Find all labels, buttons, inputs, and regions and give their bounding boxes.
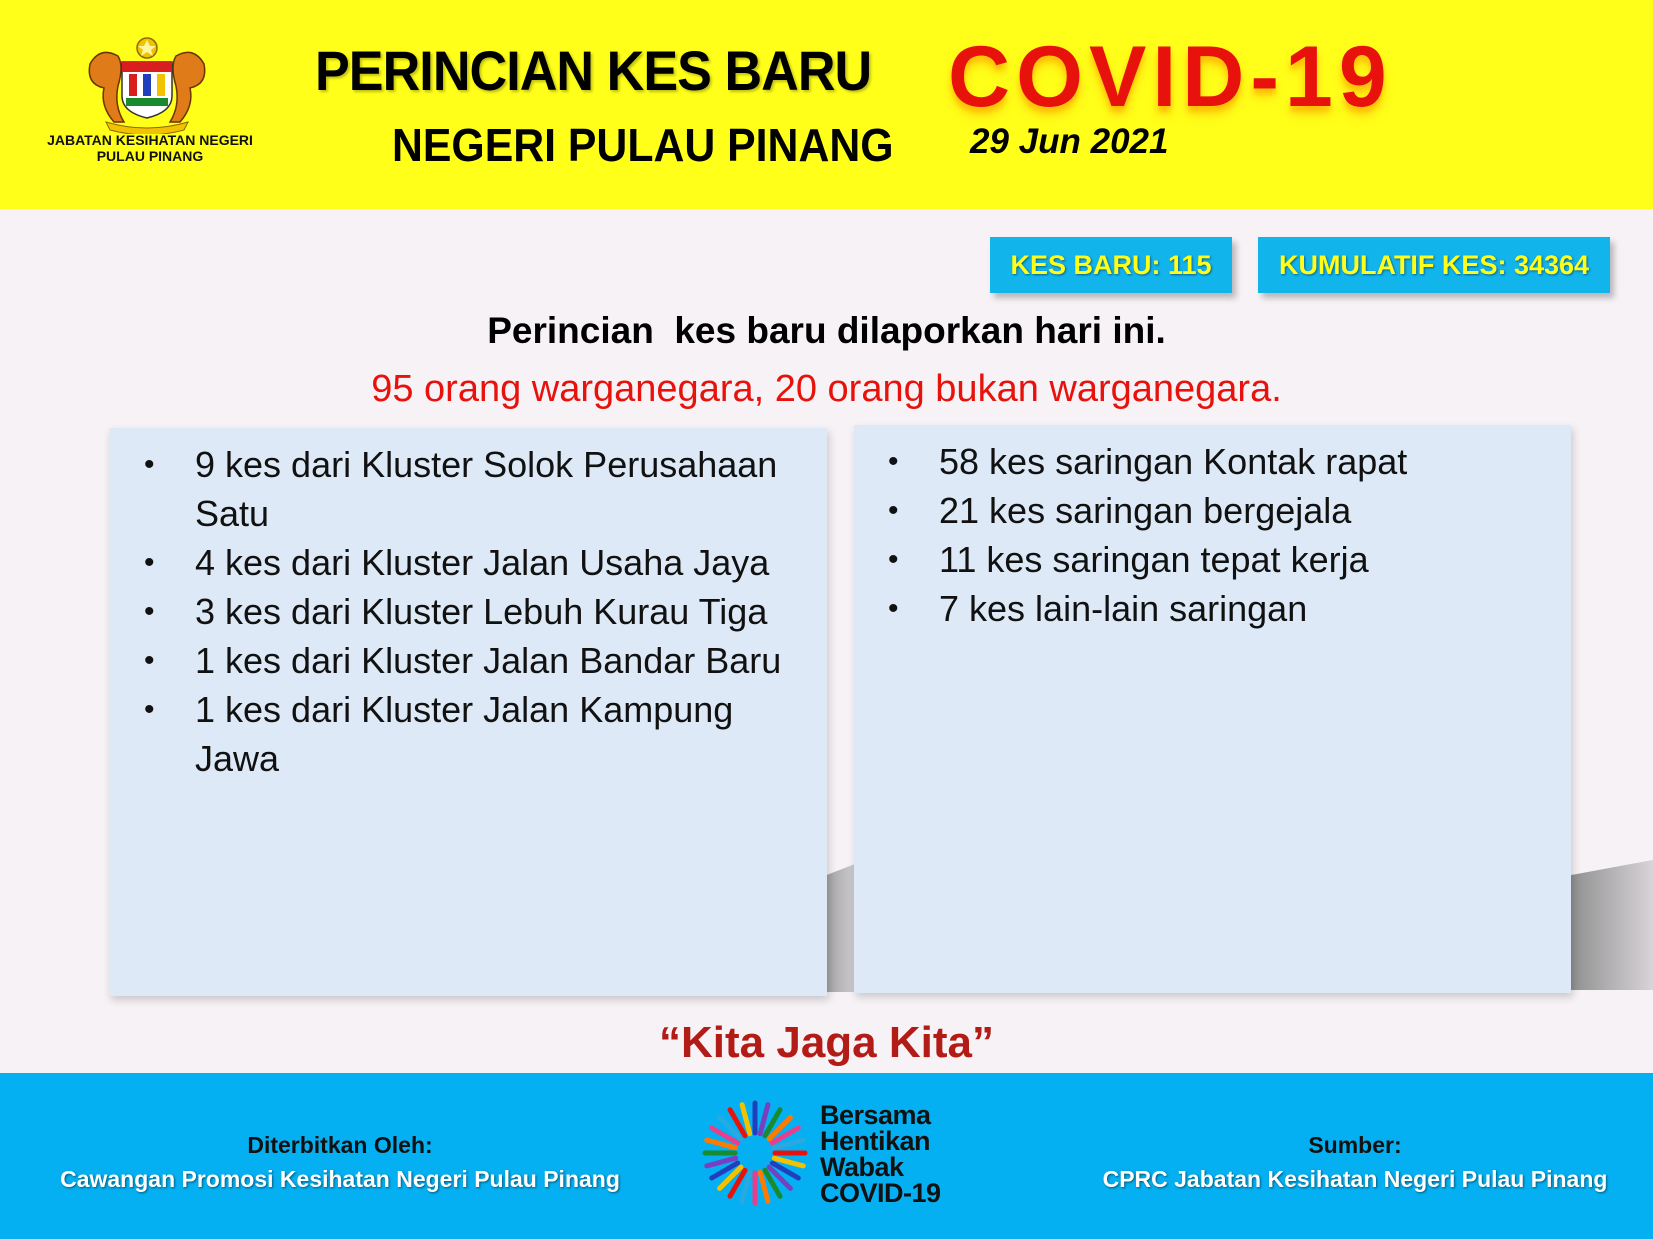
publisher-name: Cawangan Promosi Kesihatan Negeri Pulau Pinang — [60, 1166, 620, 1192]
published-label: Diterbitkan Oleh: — [247, 1132, 433, 1158]
report-date: 29 Jun 2021 — [970, 122, 1169, 161]
list-item: • 1 kes dari Kluster Jalan Bandar Baru — [127, 636, 807, 685]
list-item: • 58 kes saringan Kontak rapat — [871, 437, 1551, 486]
screening-list — [871, 437, 1551, 633]
new-cases-badge: KES BARU: 115 — [990, 237, 1232, 293]
state-title: NEGERI PULAU PINANG — [392, 119, 894, 171]
coat-of-arms-icon — [82, 34, 212, 134]
cluster-list — [127, 440, 807, 783]
campaign-burst-icon — [700, 1098, 810, 1208]
list-item: • 7 kes lain-lain saringan — [871, 584, 1551, 633]
list-item: • 9 kes dari Kluster Solok Perusahaan Satu — [127, 440, 807, 538]
summary-heading: Perincian kes baru dilaporkan hari ini. — [487, 310, 1166, 351]
source-label: Sumber: — [1308, 1132, 1402, 1158]
page-title: PERINCIAN KES BARU — [315, 39, 872, 102]
list-item: • 11 kes saringan tepat kerja — [871, 535, 1551, 584]
campaign-line: Bersama — [820, 1100, 931, 1130]
campaign-line: COVID-19 — [820, 1178, 941, 1208]
list-item: • 3 kes dari Kluster Lebuh Kurau Tiga — [127, 587, 807, 636]
department-line2: PULAU PINANG — [96, 148, 204, 164]
list-item: • 4 kes dari Kluster Jalan Usaha Jaya — [127, 538, 807, 587]
panel-shadow — [1568, 860, 1653, 990]
cluster-panel — [109, 428, 827, 996]
department-line1: JABATAN KESIHATAN NEGERI — [47, 132, 253, 148]
cumulative-cases-badge: KUMULATIF KES: 34364 — [1258, 237, 1610, 293]
campaign-text — [820, 1102, 941, 1206]
header-banner — [0, 0, 1653, 209]
list-item: • 1 kes dari Kluster Jalan Kampung Jawa — [127, 685, 807, 783]
screening-panel — [854, 425, 1571, 993]
list-item: • 21 kes saringan bergejala — [871, 486, 1551, 535]
source-name: CPRC Jabatan Kesihatan Negeri Pulau Pinang — [1102, 1166, 1608, 1192]
citizenship-breakdown: 95 orang warganegara, 20 orang bukan warganegara. — [371, 368, 1282, 410]
slogan: “Kita Jaga Kita” — [659, 1018, 994, 1067]
campaign-line: Wabak — [820, 1152, 904, 1182]
covid-title: COVID-19 — [948, 29, 1393, 125]
campaign-line: Hentikan — [820, 1126, 931, 1156]
department-name — [20, 132, 280, 164]
